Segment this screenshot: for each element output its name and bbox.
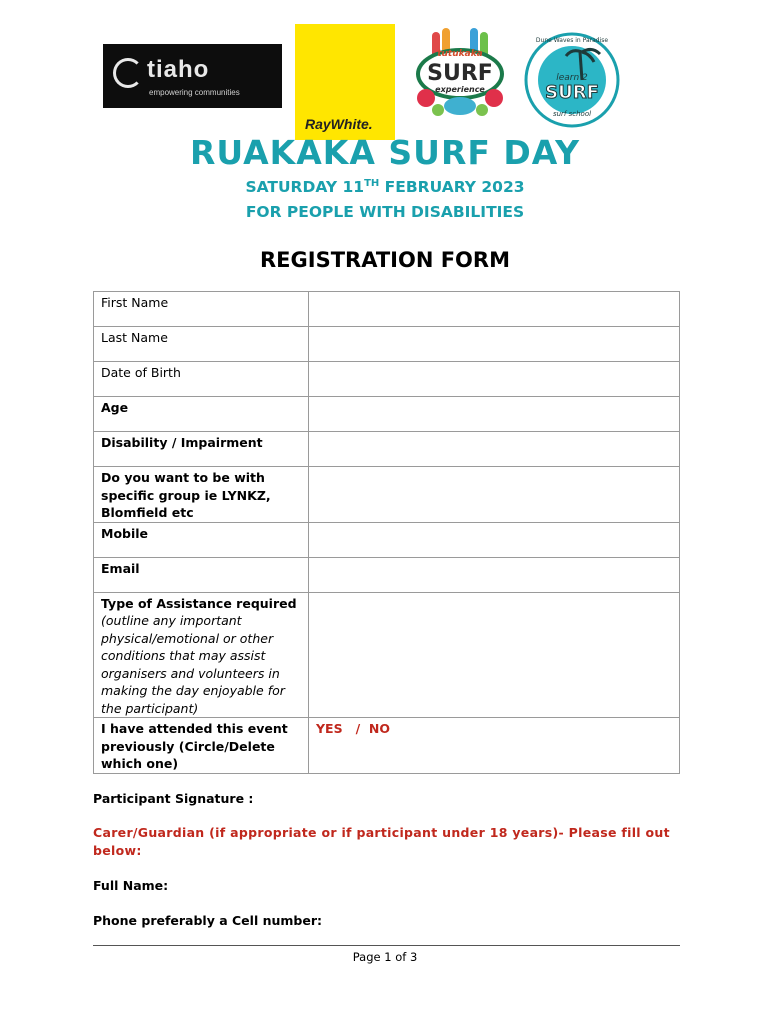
svg-text:SURF: SURF (545, 82, 599, 103)
full-name-label: Full Name: (93, 878, 169, 893)
event-audience: FOR PEOPLE WITH DISABILITIES (245, 203, 525, 221)
table-row (94, 718, 680, 774)
svg-text:experience: experience (435, 85, 485, 94)
assistance-label (94, 592, 309, 718)
page-number: Page 1 of 3 (352, 950, 418, 964)
event-date-suffix-sup: TH (364, 178, 380, 189)
disability-field[interactable] (309, 432, 680, 467)
table-row (94, 397, 680, 432)
surf-badge-icon (412, 26, 508, 122)
event-date-prefix: SATURDAY 11 (245, 178, 365, 196)
attended-label: I have attended this event previously (Circle/Delete which one) (94, 718, 309, 774)
dob-label: Date of Birth (94, 362, 309, 397)
registration-table (93, 291, 680, 774)
svg-text:surf school: surf school (552, 110, 592, 118)
event-date-month: FEBRUARY 2023 (379, 178, 525, 196)
raywhite-wordmark: RayWhite. (305, 116, 373, 132)
learn-surf-badge-icon (522, 30, 622, 130)
table-row (94, 522, 680, 557)
table-row (94, 327, 680, 362)
email-label: Email (94, 557, 309, 592)
tiaho-ring-icon (113, 58, 143, 88)
table-row (94, 292, 680, 327)
svg-text:Dune Waves in Paradise: Dune Waves in Paradise (535, 37, 609, 44)
event-title: RUAKAKA SURF DAY (189, 133, 581, 172)
form-heading: REGISTRATION FORM (260, 248, 510, 272)
dob-field[interactable] (309, 362, 680, 397)
tiaho-tagline: empowering communities (149, 88, 240, 97)
footer-divider (93, 945, 680, 946)
disability-label: Disability / Impairment (94, 432, 309, 467)
table-row (94, 592, 680, 718)
table-row (94, 432, 680, 467)
svg-text:SURF: SURF (427, 61, 493, 86)
attended-yes-no[interactable]: YES / NO (309, 718, 680, 774)
assistance-note: (outline any important physical/emotional or other conditions that may assist organisers and volunteers in making the day enjoyable for the participant) (101, 613, 285, 716)
tiaho-wordmark: tiaho (147, 56, 210, 83)
mobile-label: Mobile (94, 522, 309, 557)
assistance-field[interactable] (309, 592, 680, 718)
last-name-field[interactable] (309, 327, 680, 362)
sponsor-logos (0, 22, 770, 132)
phone-label: Phone preferably a Cell number: (93, 913, 322, 928)
assistance-title: Type of Assistance required (101, 595, 297, 611)
participant-signature-label: Participant Signature : (93, 791, 254, 806)
svg-text:tutukaka: tutukaka (437, 49, 483, 59)
email-field[interactable] (309, 557, 680, 592)
mobile-field[interactable] (309, 522, 680, 557)
tiaho-logo (103, 44, 282, 108)
group-field[interactable] (309, 467, 680, 523)
raywhite-logo (295, 24, 395, 140)
carer-guardian-note: Carer/Guardian (if appropriate or if participant under 18 years)- Please fill out below: (93, 825, 670, 858)
age-field[interactable] (309, 397, 680, 432)
group-label: Do you want to be with specific group ie LYNKZ, Blomfield etc (94, 467, 309, 523)
first-name-field[interactable] (309, 292, 680, 327)
svg-text:learn 2: learn 2 (556, 73, 588, 83)
tutukaka-surf-logo (412, 26, 508, 122)
first-name-label: First Name (94, 292, 309, 327)
age-label: Age (94, 397, 309, 432)
learn-2-surf-logo (522, 30, 622, 130)
table-row (94, 467, 680, 523)
last-name-label: Last Name (94, 327, 309, 362)
table-row (94, 362, 680, 397)
event-date (0, 178, 770, 196)
table-row (94, 557, 680, 592)
